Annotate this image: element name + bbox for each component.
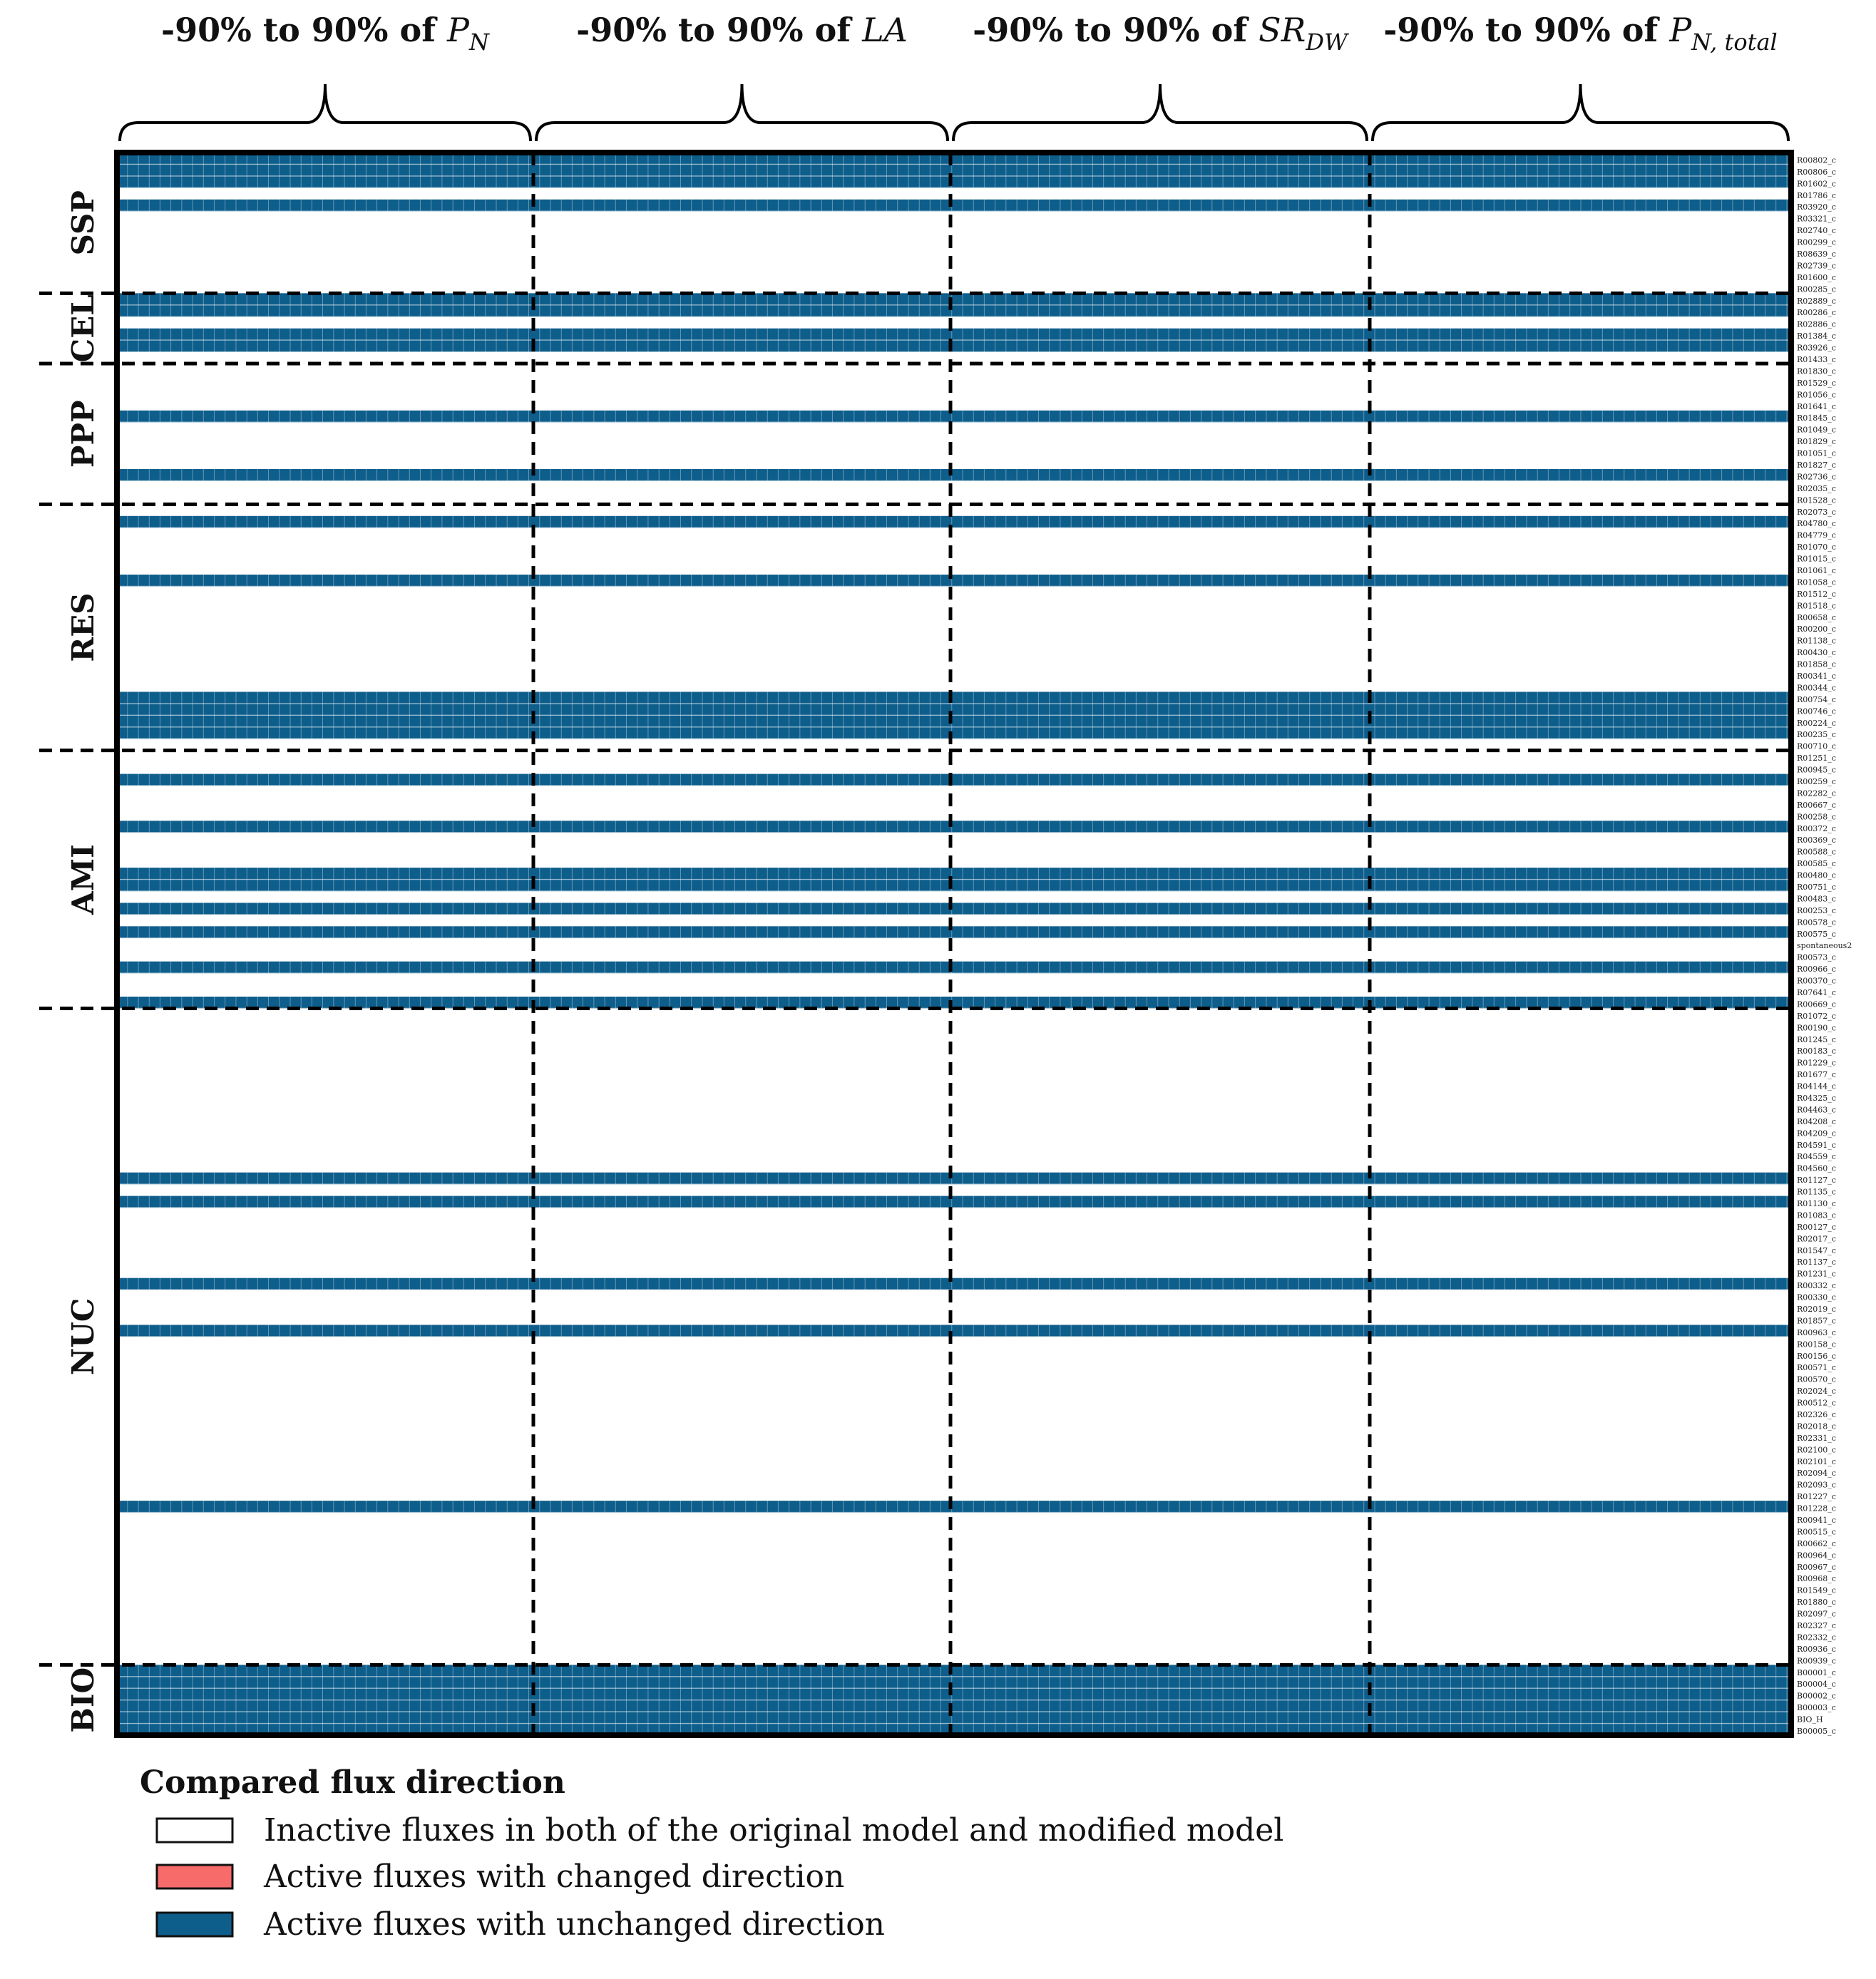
- column-title-1: -90% to 90% of $P_N$: [161, 11, 489, 56]
- row-label-r01070-c: R01070_c: [1797, 543, 1836, 552]
- row-label-r00570-c: R00570_c: [1797, 1374, 1836, 1384]
- row-label-r02101-c: R02101_c: [1797, 1456, 1836, 1466]
- row-label-r01083-c: R01083_c: [1797, 1210, 1836, 1220]
- row-label-r04559-c: R04559_c: [1797, 1152, 1836, 1162]
- row-label-b00005-c: B00005_c: [1797, 1727, 1836, 1736]
- cell-grid-overlay: [117, 1688, 1791, 1700]
- cell-grid-overlay: [117, 715, 1791, 726]
- row-label-r00658-c: R00658_c: [1797, 612, 1836, 622]
- column-brace-2: [536, 84, 948, 141]
- group-label-ssp: SSP: [66, 190, 101, 256]
- row-label-r01518-c: R01518_c: [1797, 601, 1836, 611]
- row-label-r00939-c: R00939_c: [1797, 1656, 1836, 1666]
- row-label-r01830-c: R01830_c: [1797, 366, 1836, 376]
- group-label-bio: BIO: [66, 1667, 101, 1733]
- row-label-r00332-c: R00332_c: [1797, 1281, 1836, 1291]
- row-label-r01228-c: R01228_c: [1797, 1503, 1836, 1513]
- row-label-r00968-c: R00968_c: [1797, 1574, 1836, 1584]
- row-label-r00156-c: R00156_c: [1797, 1351, 1836, 1361]
- row-label-r02326-c: R02326_c: [1797, 1410, 1836, 1419]
- row-label-r01227-c: R01227_c: [1797, 1492, 1836, 1502]
- row-label-r01051-c: R01051_c: [1797, 448, 1836, 458]
- cell-grid-overlay: [117, 868, 1791, 879]
- row-label-r04779-c: R04779_c: [1797, 530, 1836, 540]
- cell-grid-overlay: [117, 176, 1791, 187]
- row-label-r00662-c: R00662_c: [1797, 1538, 1836, 1548]
- row-label-r00941-c: R00941_c: [1797, 1516, 1836, 1525]
- row-label-r02035-c: R02035_c: [1797, 483, 1836, 493]
- row-label-r04144-c: R04144_c: [1797, 1081, 1836, 1091]
- row-label-r01229-c: R01229_c: [1797, 1058, 1836, 1068]
- row-label-r02017-c: R02017_c: [1797, 1234, 1836, 1244]
- cell-grid-overlay: [117, 962, 1791, 973]
- row-label-r01547-c: R01547_c: [1797, 1245, 1836, 1255]
- row-label-r01857-c: R01857_c: [1797, 1316, 1836, 1326]
- row-label-r03920-c: R03920_c: [1797, 202, 1836, 212]
- group-label-nuc: NUC: [66, 1297, 101, 1376]
- cell-grid-overlay: [117, 1278, 1791, 1290]
- row-label-r01602-c: R01602_c: [1797, 179, 1836, 189]
- cell-grid-overlay: [117, 774, 1791, 786]
- cell-grid-overlay: [117, 200, 1791, 211]
- row-label-r01528-c: R01528_c: [1797, 495, 1836, 505]
- row-label-r00585-c: R00585_c: [1797, 859, 1836, 869]
- row-label-r02097-c: R02097_c: [1797, 1609, 1836, 1619]
- row-label-r04591-c: R04591_c: [1797, 1140, 1836, 1150]
- legend-swatch-changed: [157, 1865, 232, 1888]
- column-title-4: -90% to 90% of $P_{N, total}$: [1383, 11, 1778, 56]
- row-label-r00754-c: R00754_c: [1797, 694, 1836, 704]
- row-label-r02332-c: R02332_c: [1797, 1633, 1836, 1643]
- cell-grid-overlay: [117, 926, 1791, 937]
- row-label-r04208-c: R04208_c: [1797, 1116, 1836, 1126]
- row-label-b00004-c: B00004_c: [1797, 1680, 1836, 1690]
- row-label-r00571-c: R00571_c: [1797, 1363, 1836, 1373]
- row-label-r08639-c: R08639_c: [1797, 250, 1836, 259]
- row-label-r02327-c: R02327_c: [1797, 1621, 1836, 1630]
- row-label-r01056-c: R01056_c: [1797, 390, 1836, 400]
- row-label-r00588-c: R00588_c: [1797, 847, 1836, 857]
- column-brace-1: [120, 84, 530, 141]
- row-label-r04560-c: R04560_c: [1797, 1163, 1836, 1173]
- row-label-r00369-c: R00369_c: [1797, 836, 1836, 845]
- row-label-r03321-c: R03321_c: [1797, 214, 1836, 224]
- row-label-r01433-c: R01433_c: [1797, 355, 1836, 364]
- row-label-r00746-c: R00746_c: [1797, 706, 1836, 716]
- row-label-r00667-c: R00667_c: [1797, 800, 1836, 810]
- row-label-bio-h: BIO_H: [1797, 1715, 1823, 1724]
- row-label-r01786-c: R01786_c: [1797, 190, 1836, 200]
- legend-label-unchanged: Active fluxes with unchanged direction: [264, 1906, 886, 1943]
- cell-grid-overlay: [117, 1700, 1791, 1712]
- legend-swatch-inactive: [157, 1819, 232, 1842]
- legend-label-changed: Active fluxes with changed direction: [264, 1859, 845, 1895]
- row-label-r02100-c: R02100_c: [1797, 1445, 1836, 1455]
- cell-grid-overlay: [117, 305, 1791, 317]
- legend-label-inactive: Inactive fluxes in both of the original model and modified model: [264, 1812, 1284, 1849]
- group-label-res: RES: [66, 592, 101, 662]
- row-label-r00967-c: R00967_c: [1797, 1562, 1836, 1572]
- row-label-r00963-c: R00963_c: [1797, 1327, 1836, 1337]
- row-label-r00480-c: R00480_c: [1797, 870, 1836, 880]
- row-label-r00259-c: R00259_c: [1797, 777, 1836, 786]
- row-label-r02740-c: R02740_c: [1797, 226, 1836, 236]
- row-label-r02736-c: R02736_c: [1797, 472, 1836, 482]
- row-label-r01858-c: R01858_c: [1797, 659, 1836, 669]
- row-label-r00224-c: R00224_c: [1797, 718, 1836, 728]
- cell-grid-overlay: [117, 727, 1791, 739]
- row-label-r01677-c: R01677_c: [1797, 1070, 1836, 1080]
- row-label-r00190-c: R00190_c: [1797, 1023, 1836, 1033]
- row-label-r00253-c: R00253_c: [1797, 905, 1836, 915]
- row-label-b00001-c: B00001_c: [1797, 1667, 1836, 1677]
- row-label-r01827-c: R01827_c: [1797, 461, 1836, 470]
- group-label-cel: CEL: [66, 294, 101, 363]
- row-label-r01231-c: R01231_c: [1797, 1269, 1836, 1279]
- row-label-r01251-c: R01251_c: [1797, 754, 1836, 764]
- cell-grid-overlay: [117, 1196, 1791, 1208]
- row-label-r01549-c: R01549_c: [1797, 1585, 1836, 1595]
- row-label-r01138-c: R01138_c: [1797, 636, 1836, 646]
- row-label-r00966-c: R00966_c: [1797, 965, 1836, 975]
- cell-grid-overlay: [117, 340, 1791, 351]
- column-brace-3: [953, 84, 1367, 141]
- cell-grid-overlay: [117, 329, 1791, 340]
- row-label-r00945-c: R00945_c: [1797, 765, 1836, 775]
- cell-grid-overlay: [117, 692, 1791, 703]
- row-label-r01845-c: R01845_c: [1797, 413, 1836, 423]
- row-label-r01135-c: R01135_c: [1797, 1187, 1836, 1197]
- cell-grid-overlay: [117, 164, 1791, 175]
- column-brace-4: [1373, 84, 1788, 141]
- row-label-r00573-c: R00573_c: [1797, 952, 1836, 962]
- row-label-r04325-c: R04325_c: [1797, 1094, 1836, 1103]
- row-label-r01061-c: R01061_c: [1797, 566, 1836, 575]
- row-label-r02739-c: R02739_c: [1797, 261, 1836, 271]
- row-label-r00183-c: R00183_c: [1797, 1047, 1836, 1057]
- cell-grid-overlay: [117, 411, 1791, 422]
- row-label-r00235-c: R00235_c: [1797, 730, 1836, 740]
- row-label-r01512-c: R01512_c: [1797, 589, 1836, 599]
- row-label-r00370-c: R00370_c: [1797, 976, 1836, 986]
- cell-grid-overlay: [117, 903, 1791, 914]
- row-label-r02094-c: R02094_c: [1797, 1469, 1836, 1479]
- row-label-r02331-c: R02331_c: [1797, 1433, 1836, 1443]
- legend: [140, 1764, 1283, 1943]
- row-label-r04209-c: R04209_c: [1797, 1129, 1836, 1138]
- row-label-r04780-c: R04780_c: [1797, 519, 1836, 529]
- row-label-r00200-c: R00200_c: [1797, 624, 1836, 634]
- row-label-r02889-c: R02889_c: [1797, 296, 1836, 306]
- row-label-b00002-c: B00002_c: [1797, 1691, 1836, 1701]
- row-label-b00003-c: B00003_c: [1797, 1703, 1836, 1713]
- row-label-r00258-c: R00258_c: [1797, 812, 1836, 822]
- row-label-r00802-c: R00802_c: [1797, 155, 1836, 165]
- row-label-r00330-c: R00330_c: [1797, 1292, 1836, 1302]
- row-label-r00430-c: R00430_c: [1797, 648, 1836, 658]
- row-label-r00158-c: R00158_c: [1797, 1340, 1836, 1350]
- cell-grid-overlay: [117, 1501, 1791, 1512]
- cell-grid-overlay: [117, 704, 1791, 715]
- row-label-r01137-c: R01137_c: [1797, 1258, 1836, 1268]
- row-label-r00512-c: R00512_c: [1797, 1398, 1836, 1408]
- legend-swatch-unchanged: [157, 1913, 232, 1936]
- row-label-r00669-c: R00669_c: [1797, 999, 1836, 1009]
- cell-grid-overlay: [117, 1712, 1791, 1723]
- row-label-r02073-c: R02073_c: [1797, 507, 1836, 517]
- row-label-r02093-c: R02093_c: [1797, 1480, 1836, 1490]
- row-label-r00483-c: R00483_c: [1797, 894, 1836, 904]
- cell-grid-overlay: [117, 821, 1791, 832]
- row-label-r02886-c: R02886_c: [1797, 319, 1836, 329]
- heatmap-frame: [117, 153, 1791, 1735]
- cell-grid-overlay: [117, 575, 1791, 586]
- row-label-r01015-c: R01015_c: [1797, 554, 1836, 564]
- row-label-r00285-c: R00285_c: [1797, 284, 1836, 294]
- row-label-r03926-c: R03926_c: [1797, 343, 1836, 353]
- column-title-2: -90% to 90% of LA: [576, 11, 908, 49]
- row-label-r00344-c: R00344_c: [1797, 683, 1836, 693]
- row-label-r01245-c: R01245_c: [1797, 1034, 1836, 1044]
- row-label-r01880-c: R01880_c: [1797, 1598, 1836, 1608]
- row-label-r02018-c: R02018_c: [1797, 1422, 1836, 1431]
- row-label-r04463-c: R04463_c: [1797, 1105, 1836, 1115]
- row-label-r01600-c: R01600_c: [1797, 272, 1836, 282]
- row-label-r00578-c: R00578_c: [1797, 917, 1836, 927]
- group-label-ppp: PPP: [66, 400, 101, 468]
- row-label-r07641-c: R07641_c: [1797, 988, 1836, 997]
- row-label-r01641-c: R01641_c: [1797, 401, 1836, 411]
- row-label-r01127-c: R01127_c: [1797, 1176, 1836, 1186]
- row-label-r01049-c: R01049_c: [1797, 425, 1836, 435]
- column-title-3: -90% to 90% of $SR_{DW}$: [973, 11, 1348, 56]
- cell-grid-overlay: [117, 1325, 1791, 1336]
- row-label-r00936-c: R00936_c: [1797, 1644, 1836, 1654]
- cell-grid-overlay: [117, 1173, 1791, 1184]
- cell-grid-overlay: [117, 516, 1791, 528]
- row-label-r00127-c: R00127_c: [1797, 1222, 1836, 1232]
- cell-grid-overlay: [117, 1677, 1791, 1688]
- row-label-r00964-c: R00964_c: [1797, 1551, 1836, 1561]
- row-label-r01384-c: R01384_c: [1797, 331, 1836, 341]
- cell-grid-overlay: [117, 880, 1791, 891]
- row-label-r01058-c: R01058_c: [1797, 577, 1836, 587]
- row-label-r01829-c: R01829_c: [1797, 437, 1836, 447]
- row-label-r00575-c: R00575_c: [1797, 929, 1836, 939]
- row-label-spontaneous2: spontaneous2: [1797, 941, 1852, 951]
- row-label-r00372-c: R00372_c: [1797, 823, 1836, 833]
- row-label-r00515-c: R00515_c: [1797, 1527, 1836, 1537]
- row-label-r01529-c: R01529_c: [1797, 378, 1836, 388]
- row-label-r00286-c: R00286_c: [1797, 308, 1836, 318]
- row-label-r01130-c: R01130_c: [1797, 1199, 1836, 1208]
- row-label-r01072-c: R01072_c: [1797, 1011, 1836, 1021]
- row-label-r02282-c: R02282_c: [1797, 788, 1836, 798]
- legend-title: Compared flux direction: [140, 1764, 565, 1801]
- cell-grid-overlay: [117, 469, 1791, 480]
- group-label-ami: AMI: [66, 844, 101, 915]
- row-label-r00806-c: R00806_c: [1797, 167, 1836, 177]
- row-label-r00299-c: R00299_c: [1797, 237, 1836, 247]
- row-label-r00710-c: R00710_c: [1797, 741, 1836, 751]
- row-label-r02019-c: R02019_c: [1797, 1305, 1836, 1314]
- row-label-r00341-c: R00341_c: [1797, 672, 1836, 681]
- row-label-r00751-c: R00751_c: [1797, 883, 1836, 892]
- row-label-r02024-c: R02024_c: [1797, 1387, 1836, 1397]
